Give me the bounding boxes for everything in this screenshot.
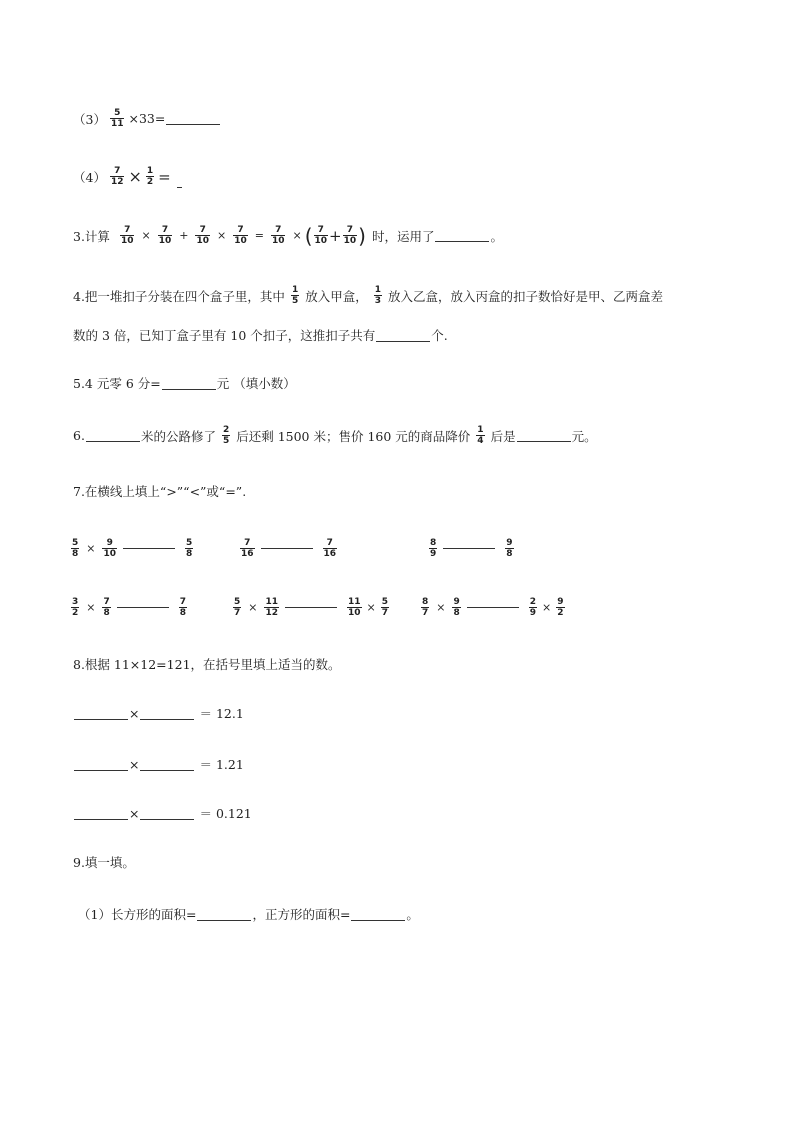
compare-blank[interactable]: [443, 547, 495, 549]
plus-sign: +: [329, 226, 342, 245]
q4-sub4-line: [73, 166, 182, 187]
q3-sub3-line: [73, 108, 221, 129]
fraction: $\frac{5}{7}$: [381, 597, 389, 618]
question-3: [73, 225, 503, 246]
left-paren: (: [304, 223, 313, 248]
fraction: $\frac{7}{10}$: [271, 225, 285, 246]
fraction: $\frac{7}{16}$: [323, 538, 337, 559]
compare-blank[interactable]: [285, 606, 337, 608]
q9-sub-1: [78, 905, 419, 923]
times-sign: ×: [366, 601, 376, 614]
answer-blank[interactable]: [351, 908, 405, 921]
fraction: $\frac{1}{4}$: [477, 425, 484, 446]
fraction: $\frac{7}{10}$: [314, 225, 328, 246]
text: 放入甲盒，: [305, 288, 368, 304]
text: 元 （填小数）: [216, 376, 296, 391]
q7-item-2-3: [421, 597, 565, 618]
times-sign: ×: [86, 542, 96, 555]
times-sign: ×: [129, 705, 140, 721]
fraction: $\frac{7}{10}$: [234, 225, 247, 246]
times-sign: ×: [542, 601, 552, 614]
question-4-line-1: [73, 285, 663, 306]
answer-blank[interactable]: [376, 329, 430, 342]
fraction: $\frac{5}{7}$: [234, 597, 241, 618]
fraction: $\frac{1}{5}$: [291, 285, 299, 306]
times-sign: ×: [141, 229, 151, 242]
text: ×33=: [128, 111, 166, 126]
fraction: $\frac{7}{10}$: [120, 225, 134, 246]
times-sign: ×: [248, 601, 258, 614]
fraction: $\frac{7}{10}$: [158, 225, 172, 246]
q8-line-2: [73, 755, 244, 773]
times-sign: ×: [292, 229, 302, 242]
answer-blank[interactable]: [162, 377, 216, 390]
q7-item-1-1: [71, 538, 193, 559]
label: （4）: [73, 169, 106, 185]
answer-blank[interactable]: [166, 112, 220, 125]
q7-item-2-1: [71, 597, 187, 618]
answer-blank[interactable]: [140, 707, 194, 720]
plus-sign: +: [179, 229, 189, 242]
question-5: [73, 374, 296, 392]
fraction: $\frac{9}{8}$: [506, 538, 513, 559]
result: ＝ 12.1: [199, 706, 244, 721]
answer-blank[interactable]: [74, 807, 128, 820]
text: 4.把一堆扣子分装在四个盒子里，其中: [73, 288, 285, 304]
q7-item-2-2: [233, 597, 389, 618]
fraction: $\frac{5}{8}$: [186, 538, 193, 559]
fraction: $\frac{7}{10}$: [196, 225, 209, 246]
text: （1）长方形的面积=: [78, 907, 197, 922]
period: 。: [490, 228, 503, 244]
answer-blank[interactable]: [177, 178, 182, 188]
text: 。: [406, 907, 419, 922]
text: 米的公路修了: [140, 428, 216, 444]
fraction: $\frac{3}{2}$: [72, 597, 79, 618]
fraction: $\frac{8}{7}$: [422, 597, 429, 618]
right-paren: ): [358, 223, 366, 248]
fraction: $\frac{11}{10}$: [348, 597, 361, 618]
text: 后还剩 1500 米；售价 160 元的商品降价: [236, 428, 471, 444]
text: 8.根据 11×12=121，在括号里填上适当的数。: [73, 657, 341, 672]
compare-blank[interactable]: [123, 547, 175, 549]
answer-blank[interactable]: [74, 758, 128, 771]
question-4-line-2: [73, 326, 448, 344]
text: 个.: [431, 328, 448, 343]
question-6: [73, 425, 597, 446]
label: （3）: [73, 111, 106, 127]
result: ＝ 1.21: [199, 757, 244, 772]
result: ＝ 0.121: [199, 806, 252, 821]
text: 数的 3 倍，已知丁盒子里有 10 个扣子，这推扣子共有: [73, 328, 376, 343]
text: 6.: [73, 428, 85, 443]
text: 9.填一填。: [73, 855, 135, 870]
answer-blank[interactable]: [140, 807, 194, 820]
text: 后是: [490, 428, 516, 444]
times-sign: ×: [216, 229, 227, 242]
compare-blank[interactable]: [117, 606, 169, 608]
times-sign: ×: [436, 601, 446, 614]
q8-line-3: [73, 804, 252, 822]
times-sign: ×: [129, 805, 140, 821]
q7-item-1-3: [429, 538, 514, 559]
question-9-title: [73, 853, 135, 871]
compare-blank[interactable]: [261, 547, 313, 549]
text: ，正方形的面积=: [252, 907, 351, 922]
question-7-title: [73, 482, 246, 500]
fraction: $\frac{7}{16}$: [241, 538, 254, 559]
question-3-prefix: 3.计算: [73, 228, 110, 244]
text: 5.4 元零 6 分=: [73, 376, 161, 391]
times-sign: ×: [128, 167, 142, 186]
fraction: $\frac{5}{11}$: [110, 108, 124, 129]
fraction: $\frac{7}{12}$: [110, 166, 124, 187]
times-sign: ×: [86, 601, 96, 614]
text: 放入乙盒，放入丙盒的扣子数恰好是甲、乙两盒差: [387, 288, 663, 304]
q8-line-1: [73, 704, 244, 722]
fraction: $\frac{8}{9}$: [430, 538, 437, 559]
question-3-suffix: 时，运用了: [371, 228, 435, 244]
q7-item-1-2: [240, 538, 337, 559]
answer-blank[interactable]: [74, 707, 128, 720]
answer-blank[interactable]: [517, 429, 571, 442]
answer-blank[interactable]: [197, 908, 251, 921]
text: 7.在横线上填上“>”“<”或“=”.: [73, 484, 247, 499]
question-8-title: [73, 655, 341, 673]
answer-blank[interactable]: [86, 429, 140, 442]
answer-blank[interactable]: [435, 229, 489, 242]
equals-sign: =: [254, 229, 264, 242]
fraction: $\frac{9}{8}$: [453, 597, 460, 618]
fraction: $\frac{2}{5}$: [222, 425, 230, 446]
fraction: $\frac{9}{10}$: [103, 538, 117, 559]
times-sign: ×: [129, 756, 140, 772]
fraction: $\frac{7}{10}$: [343, 225, 357, 246]
fraction: $\frac{2}{9}$: [529, 597, 537, 618]
fraction: $\frac{11}{12}$: [265, 597, 279, 618]
fraction: $\frac{9}{2}$: [557, 597, 564, 618]
equals-sign: =: [158, 167, 171, 186]
text: 元。: [571, 428, 597, 444]
compare-blank[interactable]: [467, 606, 519, 608]
fraction: $\frac{1}{2}$: [146, 166, 154, 187]
fraction: $\frac{1}{3}$: [374, 285, 381, 306]
fraction: $\frac{5}{8}$: [72, 538, 79, 559]
answer-blank[interactable]: [140, 758, 194, 771]
fraction: $\frac{7}{8}$: [179, 597, 187, 618]
fraction: $\frac{7}{8}$: [103, 597, 110, 618]
